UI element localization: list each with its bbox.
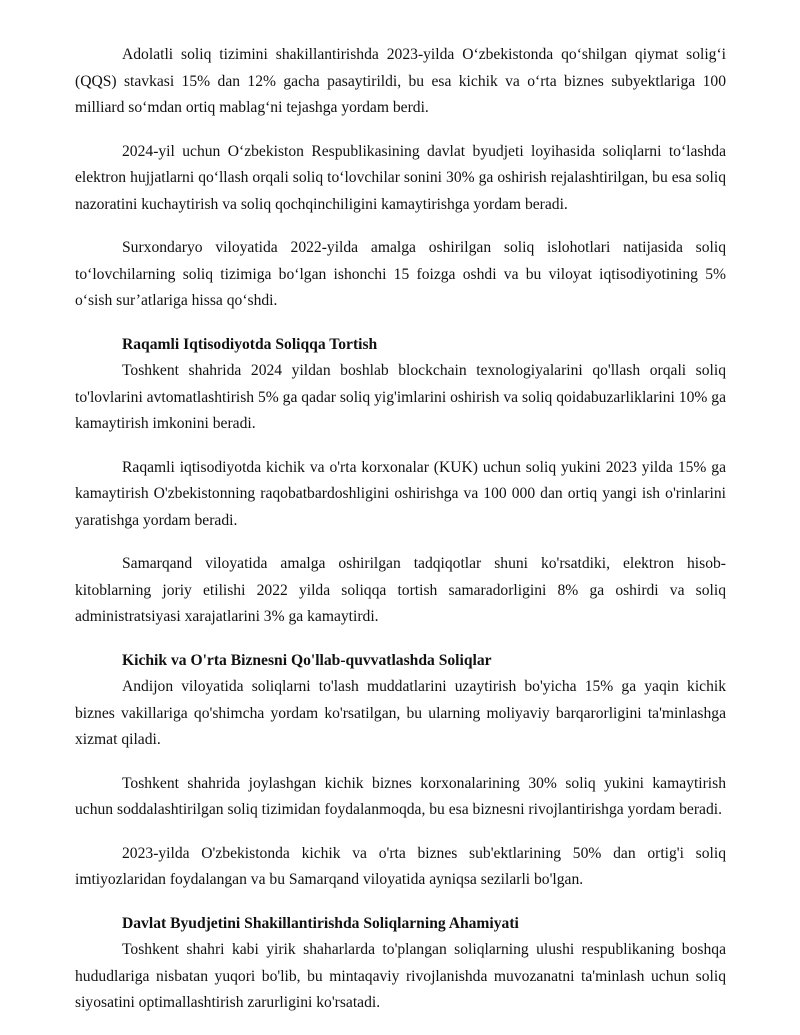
paragraph: Samarqand viloyatida amalga oshirilgan tadqiqotlar shuni ko'rsatdiki, elektron hisob-kitoblarning joriy etilishi 2022 yilda soliqqa tortish samaradorligini 8% ga oshirdi va soliq administratsiyasi xarajatlarini 3% ga kamaytirdi. <box>75 555 726 625</box>
section-heading: Kichik va O'rta Biznesni Qo'llab-quvvatlashda Soliqlar <box>122 651 492 669</box>
paragraph: 2024-yil uchun O‘zbekiston Respublikasining davlat byudjeti loyihasida soliqlarni to‘lashda elektron hujjatlarni qo‘llash orqali soliq to‘lovchilar sonini 30% ga oshirish rejalashtirilgan, bu esa soliq nazoratini kuchaytirish va soliq qochqinchiligini kamaytirishga yordam beradi. <box>75 142 726 213</box>
paragraph: Toshkent shahrida joylashgan kichik biznes korxonalarining 30% soliq yukini kamaytirish uchun soddalashtirilgan soliq tizimidan foydalanmoqda, bu esa biznesni rivojlantirishga yordam beradi. <box>75 774 726 818</box>
paragraph: Toshkent shahrida 2024 yildan boshlab blockchain texnologiyalarini qo'llash orqali soliq to'lovlarini avtomatlashtirish 5% ga qadar soliq yig'imlarini oshirish va soliq qoidabuzarliklarini 10% ga kamaytirish imkonini beradi. <box>75 362 726 432</box>
section-heading: Davlat Byudjetini Shakillantirishda Soliqlarning Ahamiyati <box>122 914 519 932</box>
paragraph: Andijon viloyatida soliqlarni to'lash muddatlarini uzaytirish bo'yicha 15% ga yaqin kichik biznes vakillariga qo'shimcha yordam ko'rsatilgan, bu ularning moliyaviy barqarorligini ta'minlashga xizmat qiladi. <box>75 678 726 748</box>
paragraph: 2023-yilda O'zbekistonda kichik va o'rta biznes sub'ektlarining 50% dan ortig'i soliq imtiyozlaridan foydalangan va bu Samarqand viloyatida ayniqsa sezilarli bo'lgan. <box>75 844 726 888</box>
section-heading: Raqamli Iqtisodiyotda Soliqqa Tortish <box>122 335 378 353</box>
document-page <box>75 42 726 1034</box>
paragraph: Adolatli soliq tizimini shakillantirishda 2023-yilda O‘zbekistonda qo‘shilgan qiymat solig‘i (QQS) stavkasi 15% dan 12% gacha pasaytirildi, bu esa kichik va o‘rta biznes subyektlariga 100 milliard so‘mdan ortiq mablag‘ni tejashga yordam berdi. <box>75 46 726 116</box>
paragraph: Toshkent shahri kabi yirik shaharlarda to'plangan soliqlarning ulushi respublikaning boshqa hududlariga nisbatan yuqori bo'lib, bu mintaqaviy rivojlanishda muvozanatni ta'minlash uchun soliq siyosatini optimallashtirish zarurligini ko'rsatadi. <box>75 941 726 1011</box>
paragraph: Raqamli iqtisodiyotda kichik va o'rta korxonalar (KUK) uchun soliq yukini 2023 yilda 15% ga kamaytirish O'zbekistonning raqobatbardoshligini oshirishga va 100 000 dan ortiq yangi ish o'rinlarini yaratishga yordam beradi. <box>75 458 726 529</box>
paragraph: Surxondaryo viloyatida 2022-yilda amalga oshirilgan soliq islohotlari natijasida soliq to‘lovchilarning soliq tizimiga bo‘lgan ishonchi 15 foizga oshdi va bu viloyat iqtisodiyotining 5% o‘sish sur’atlariga hissa qo‘shdi. <box>75 239 726 309</box>
